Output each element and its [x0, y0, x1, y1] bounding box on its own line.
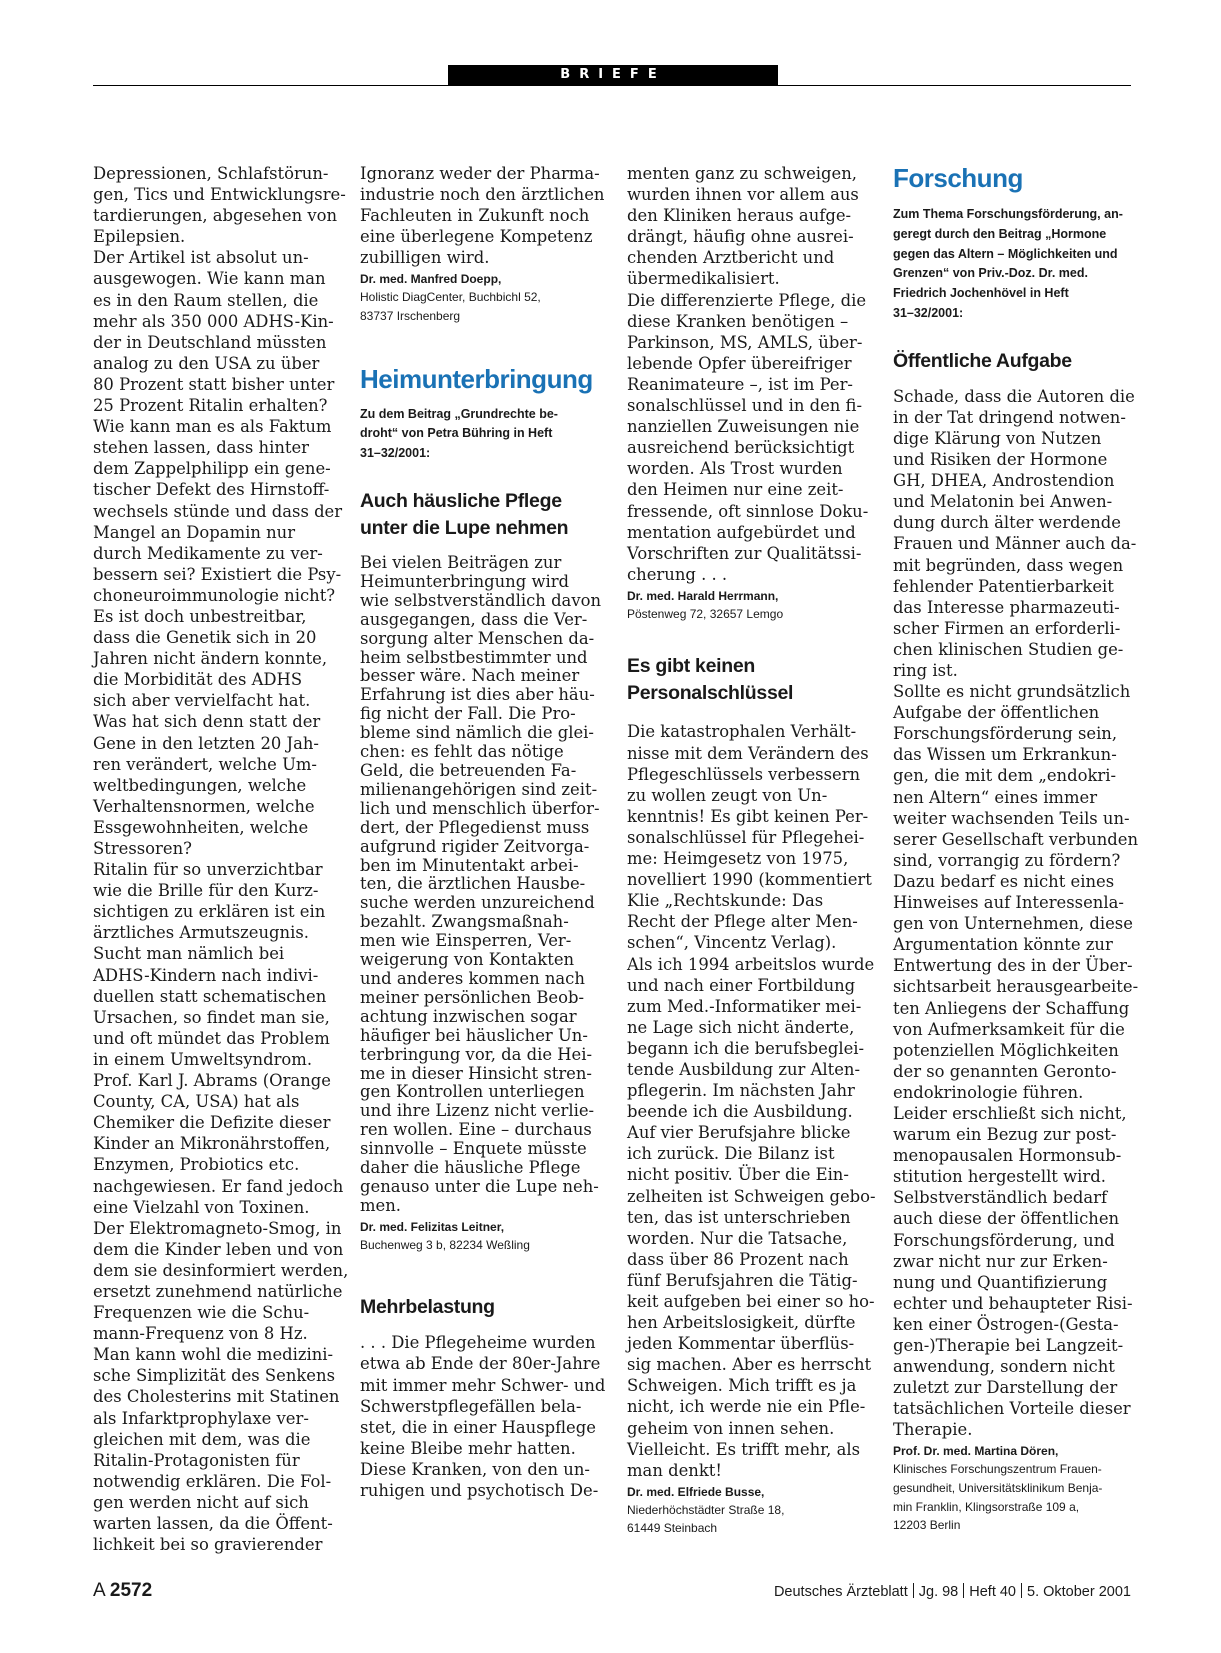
text-line: das Wissen um Erkrankun-: [893, 745, 1117, 765]
text-line: potenziellen Möglichkeiten: [893, 1040, 1119, 1060]
journal-issue: Heft 40: [969, 1584, 1016, 1600]
column-2: [360, 163, 605, 1501]
text-line: man denkt!: [627, 1460, 722, 1480]
text-line: wurden ihnen vor allem aus: [627, 185, 859, 205]
text-line: zubilligen wird.: [360, 248, 490, 268]
text-line: endokrinologie führen.: [893, 1082, 1084, 1102]
text-line: men wie Einsperren, Ver-: [360, 931, 572, 951]
text-line: Holistic DiagCenter, Buchbichl 52,: [360, 290, 541, 305]
text-line: den Kliniken heraus aufge-: [627, 206, 852, 226]
text-line: Mehrbelastung: [360, 1296, 495, 1319]
text-line: des Cholesterins mit Statinen: [93, 1387, 340, 1407]
text-line: Dazu bedarf es nicht eines: [893, 871, 1115, 891]
letter-body: [627, 721, 876, 1480]
text-line: gesundheit, Universitätsklinikum Benja-: [893, 1481, 1103, 1496]
text-line: Klie „Rechtskunde: Das: [627, 891, 824, 911]
text-line: ich zurück. Die Bilanz ist: [627, 1144, 835, 1164]
text-line: Essgewohnheiten, welche: [93, 817, 309, 837]
text-line: worden. Nur die Tatsache,: [627, 1228, 848, 1248]
header-rule: [93, 85, 1131, 86]
text-line: ken einer Östrogen-(Gesta-: [893, 1314, 1119, 1334]
text-line: nicht, ich werde nie ein Pfle-: [627, 1397, 866, 1417]
text-line: gen-)Therapie bei Langzeit-: [893, 1336, 1124, 1355]
text-line: Ignoranz weder der Pharma-: [360, 164, 600, 183]
text-line: von Aufmerksamkeit für die: [893, 1019, 1125, 1039]
text-line: dass über 86 Prozent nach: [627, 1249, 849, 1269]
text-line: industrie noch den ärztlichen: [360, 185, 605, 205]
text-line: mentation aufgebürdet und: [627, 522, 856, 542]
text-line: tardierungen, abgesehen von: [93, 206, 338, 226]
text-line: zum Med.-Informatiker mei-: [627, 996, 862, 1016]
text-line: mann-Frequenz von 8 Hz.: [93, 1324, 308, 1344]
text-line: ten Anliegens der Schaffung: [893, 998, 1130, 1018]
text-line: mit begründen, dass wegen: [893, 555, 1124, 575]
text-line: Forschungsförderung sein,: [893, 724, 1118, 744]
text-line: sche Simplizität des Senkens: [93, 1366, 335, 1386]
text-line: gen werden nicht auf sich: [93, 1492, 309, 1512]
text-line: dige Klärung von Nutzen: [893, 428, 1102, 448]
text-line: Argumentation könnte zur: [893, 935, 1113, 955]
text-line: ben im Minutentakt arbei-: [360, 855, 579, 875]
text-line: aufgrund rigider Zeitvorga-: [360, 836, 590, 856]
text-line: gleichen mit dem, was die: [93, 1429, 311, 1449]
text-line: Prof. Karl J. Abrams (Orange: [93, 1071, 331, 1091]
letter-headline: [893, 348, 1138, 375]
text-line: ausreichend berücksichtigt: [627, 438, 855, 458]
text-line: Parkinson, MS, AMLS, über-: [627, 332, 863, 352]
text-line: und Risiken der Hormone: [893, 450, 1108, 470]
topic-intro: [893, 205, 1138, 324]
text-line: Die differenzierte Pflege, die: [627, 290, 867, 310]
text-line: Sollte es nicht grundsätzlich: [893, 682, 1131, 702]
text-line: eine überlegene Kompetenz: [360, 227, 593, 247]
text-line: Es ist doch unbestreitbar,: [93, 606, 307, 626]
text-line: drängt, häufig ohne ausrei-: [627, 227, 854, 247]
text-line: cherung . . .: [627, 564, 728, 584]
text-line: Buchenweg 3 b, 82234 Weßling: [360, 1237, 530, 1252]
text-line: Aufgabe der öffentlichen: [893, 703, 1100, 723]
text-line: ren verändert, welche Um-: [93, 754, 317, 774]
text-line: tischer Defekt des Hirnstoff-: [93, 480, 330, 500]
text-line: droht“ von Petra Bühring in Heft: [360, 426, 553, 441]
text-line: min Franklin, Klingsorstraße 109 a,: [893, 1499, 1080, 1514]
text-line: Leider erschließt sich nicht,: [893, 1103, 1127, 1123]
letter-body: [93, 163, 349, 1555]
text-line: notwendig erklären. Die Fol-: [93, 1471, 332, 1491]
text-line: dem die Kinder leben und von: [93, 1239, 344, 1259]
text-line: fünf Berufsjahren die Tätig-: [627, 1270, 858, 1290]
journal-volume: Jg. 98: [918, 1584, 959, 1600]
text-line: kenntnis! Es gibt keinen Per-: [627, 806, 869, 826]
text-line: als Infarktprophylaxe ver-: [93, 1408, 309, 1428]
text-line: stet, die in einer Hauspflege: [360, 1417, 596, 1437]
text-line: Diese Kranken, von den un-: [360, 1459, 590, 1479]
text-line: sonalschlüssel und in den fi-: [627, 396, 863, 416]
text-line: keine Bleibe mehr hatten.: [360, 1438, 576, 1458]
text-line: ten, die ärztlichen Hausbe-: [360, 874, 586, 894]
text-line: Pflegeschlüssels verbessern: [627, 764, 861, 784]
text-line: Auf vier Berufsjahre blicke: [627, 1123, 851, 1143]
text-line: Reanimateure –, ist im Per-: [627, 374, 853, 394]
text-line: men.: [360, 1195, 402, 1215]
text-line: lich und menschlich überfor-: [360, 798, 600, 818]
text-line: warten lassen, da die Öffent-: [93, 1514, 333, 1533]
text-line: Chemiker die Defizite dieser: [93, 1113, 331, 1133]
text-line: Heimunterbringung wird: [360, 571, 570, 591]
text-line: lebende Opfer übereifriger: [627, 353, 852, 373]
text-line: mehr als 350 000 ADHS-Kin-: [93, 311, 334, 331]
text-line: ten, das ist unterschrieben: [627, 1207, 851, 1227]
page-number: [93, 1580, 152, 1602]
text-line: das Interesse pharmazeuti-: [893, 597, 1120, 617]
author-address: [627, 1501, 872, 1538]
text-line: scher Firmen an erforderli-: [893, 618, 1121, 638]
text-line: keit aufgeben bei einer so ho-: [627, 1292, 875, 1311]
journal-footer: [774, 1583, 1131, 1600]
text-line: 12203 Berlin: [893, 1518, 961, 1533]
text-line: gen, die mit dem „endokri-: [893, 766, 1116, 786]
text-line: die Morbidität des ADHS: [93, 670, 303, 690]
text-line: es in den Raum stellen, die: [93, 290, 319, 310]
text-line: Ursachen, so findet man sie,: [93, 1007, 330, 1027]
text-line: Friedrich Jochenhövel in Heft: [893, 286, 1069, 301]
text-line: chenden Arztbericht und: [627, 248, 835, 268]
text-line: stehen lassen, dass hinter: [93, 438, 310, 458]
text-line: nung und Quantifizierung: [893, 1272, 1108, 1292]
text-line: Es gibt keinen: [627, 655, 755, 678]
text-line: und Melatonin bei Anwen-: [893, 492, 1113, 512]
text-line: zwar nicht nur zur Erken-: [893, 1251, 1108, 1271]
author-address: [893, 1460, 1138, 1534]
text-line: Schweigen. Mich trifft es ja: [627, 1376, 857, 1396]
text-line: geregt durch den Beitrag „Hormone: [893, 226, 1107, 241]
text-line: beende ich die Ausbildung.: [627, 1102, 853, 1122]
column-3: [627, 163, 876, 1538]
text-line: Niederhöchstädter Straße 18,: [627, 1502, 785, 1517]
text-line: sonalschlüssel für Pflegehei-: [627, 827, 865, 847]
topic-intro: [360, 405, 605, 464]
text-line: chen klinischen Studien ge-: [893, 639, 1124, 659]
text-line: weltbedingungen, welche: [93, 775, 307, 795]
text-line: sichtigen zu erklären ist ein: [93, 902, 326, 922]
text-line: bessern sei? Existiert die Psy-: [93, 564, 342, 584]
text-line: der so genannten Geronto-: [893, 1061, 1117, 1081]
text-line: jeden Kommentar überflüs-: [627, 1334, 855, 1354]
text-line: durch Medikamente zu ver-: [93, 543, 323, 563]
text-line: sichtsarbeit herausgearbeite-: [893, 977, 1139, 997]
text-line: Geld, die betreuenden Fa-: [360, 761, 577, 781]
text-line: häufiger bei häuslicher Un-: [360, 1025, 588, 1045]
text-line: duellen statt schematischen: [93, 986, 327, 1006]
text-line: ärztliches Armutszeugnis.: [93, 923, 309, 943]
text-line: ersetzt zunehmend natürliche: [93, 1281, 343, 1301]
text-line: nachgewiesen. Er fand jedoch: [93, 1176, 344, 1196]
text-line: suche werden unzureichend: [360, 893, 595, 913]
text-line: Jahren nicht ändern konnte,: [93, 649, 328, 669]
text-line: dert, der Pflegedienst muss: [360, 817, 590, 837]
text-line: diese Kranken benötigen –: [627, 311, 849, 331]
text-line: genauso unter die Lupe neh-: [360, 1176, 599, 1196]
text-line: sig machen. Aber es herrscht: [627, 1355, 872, 1375]
text-line: Bei vielen Beiträgen zur: [360, 553, 562, 573]
text-line: zuletzt zur Darstellung der: [893, 1378, 1118, 1398]
text-line: ring ist.: [893, 661, 958, 680]
text-line: Kinder an Mikronährstoffen,: [93, 1134, 331, 1154]
text-line: serer Gesellschaft verbunden: [893, 829, 1139, 849]
text-line: 31–32/2001:: [893, 305, 964, 320]
text-line: dem Zappelphilipp ein gene-: [93, 459, 331, 479]
text-line: Gene in den letzten 20 Jah-: [93, 733, 319, 753]
letter-body: [627, 163, 872, 585]
text-line: auch diese der öffentlichen: [893, 1209, 1120, 1229]
text-line: Selbstverständlich bedarf: [893, 1188, 1108, 1208]
text-line: Der Elektromagneto-Smog, in: [93, 1218, 342, 1238]
text-line: heim selbstbestimmter und: [360, 647, 588, 667]
text-line: 80 Prozent statt bisher unter: [93, 374, 335, 394]
text-line: lichkeit bei so gravierender: [93, 1535, 323, 1555]
text-line: ren wollen. Eine – durchaus: [360, 1120, 592, 1140]
topic-title: Forschung: [893, 163, 1023, 193]
text-line: ADHS-Kindern nach indivi-: [93, 965, 319, 985]
text-line: Epilepsien.: [93, 227, 186, 247]
text-line: choneuroimmunologie nicht?: [93, 585, 336, 605]
text-line: stitution hergestellt wird.: [893, 1167, 1106, 1187]
letter-headline: [360, 1294, 605, 1321]
text-line: Erfahrung ist dies aber häu-: [360, 685, 595, 705]
author-address: [360, 1236, 605, 1255]
text-line: Depressionen, Schlafstörun-: [93, 164, 329, 183]
text-line: Recht der Pflege alter Men-: [627, 912, 858, 932]
text-line: Fachleuten in Zukunft noch: [360, 206, 590, 226]
text-line: nanziellen Zuweisungen nie: [627, 417, 860, 437]
letter-body: [360, 1332, 605, 1501]
letter-author: Dr. med. Felizitas Leitner,: [360, 1219, 505, 1234]
text-line: Sucht man nämlich bei: [93, 944, 285, 964]
text-line: tende Ausbildung zur Alten-: [627, 1059, 861, 1079]
text-line: nicht positiv. Über die Ein-: [627, 1165, 849, 1185]
text-line: Vielleicht. Es trifft mehr, als: [627, 1439, 861, 1459]
text-line: nisse mit dem Verändern des: [627, 743, 869, 763]
text-line: ruhigen und psychotisch De-: [360, 1481, 599, 1501]
text-line: begann ich die berufsbeglei-: [627, 1038, 865, 1058]
text-line: Grenzen“ von Priv.-Doz. Dr. med.: [893, 266, 1088, 281]
text-line: und nach einer Fortbildung: [627, 975, 856, 995]
text-line: Enzymen, Probiotics etc.: [93, 1155, 300, 1175]
text-line: Öffentliche Aufgabe: [893, 349, 1072, 372]
text-line: weiter wachsenden Teils un-: [893, 808, 1130, 828]
text-line: etwa ab Ende der 80er-Jahre: [360, 1354, 601, 1374]
text-line: Frauen und Männer auch da-: [893, 534, 1137, 554]
section-tag: BRIEFE: [448, 65, 778, 85]
text-line: ausgewogen. Wie kann man: [93, 269, 326, 289]
text-line: me: Heimgesetz von 1975,: [627, 849, 849, 869]
text-line: pflegerin. Im nächsten Jahr: [627, 1081, 855, 1101]
journal-name: Deutsches Ärzteblatt: [773, 1584, 908, 1600]
text-line: Stressoren?: [93, 839, 192, 858]
text-line: daher die häusliche Pflege: [360, 1158, 581, 1178]
text-line: me in dieser Hinsicht stren-: [360, 1063, 592, 1083]
text-line: Entwertung des in der Über-: [893, 956, 1133, 976]
text-line: Schwerstpflegefällen bela-: [360, 1396, 582, 1416]
text-line: dung durch älter werdende: [893, 513, 1121, 533]
text-line: sorgung alter Menschen da-: [360, 628, 595, 648]
text-line: zu wollen zeugt von Un-: [627, 785, 828, 805]
text-line: sich aber vervielfacht hat.: [93, 691, 311, 711]
text-line: in einem Umweltsyndrom.: [93, 1049, 313, 1069]
text-line: wie selbstverständlich davon: [360, 590, 602, 610]
text-line: sinnvolle – Enquete müsste: [360, 1139, 587, 1159]
letter-author: Dr. med. Manfred Doepp,: [360, 272, 502, 287]
text-line: gegen das Altern – Möglichkeiten und: [893, 246, 1118, 261]
text-line: besser wäre. Nach meiner: [360, 666, 580, 686]
text-line: schen“, Vincentz Verlag).: [627, 933, 837, 953]
text-line: . . . Die Pflegeheime wurden: [360, 1333, 596, 1353]
text-line: 83737 Irschenberg: [360, 309, 461, 324]
letter-author: Dr. med. Elfriede Busse,: [627, 1484, 765, 1499]
text-line: sind, vorrangig zu fördern?: [893, 850, 1121, 870]
letter-headline: [627, 653, 872, 707]
topic-title: Heimunterbringung: [360, 363, 593, 394]
text-line: Vorschriften zur Qualitätssi-: [627, 543, 862, 563]
text-line: wechsels stünde und dass der: [93, 501, 343, 521]
text-line: Schade, dass die Autoren die: [893, 386, 1135, 406]
text-line: anwendung, sondern nicht: [893, 1357, 1115, 1377]
text-line: Als ich 1994 arbeitslos wurde: [627, 954, 875, 974]
text-line: bezahlt. Zwangsmaßnah-: [360, 912, 569, 932]
text-line: bleme sind nämlich die glei-: [360, 723, 594, 743]
text-line: übermedikalisiert.: [627, 269, 780, 289]
text-line: worden. Als Trost wurden: [627, 459, 843, 479]
text-line: 31–32/2001:: [360, 446, 431, 461]
letter-author: Dr. med. Harald Herrmann,: [627, 588, 779, 603]
text-line: gen Kontrollen unterliegen: [360, 1082, 585, 1102]
letter-body: [360, 163, 605, 268]
text-line: echter und behaupteter Risi-: [893, 1293, 1133, 1313]
text-line: County, CA, USA) hat als: [93, 1092, 300, 1112]
text-line: fehlender Patentierbarkeit: [893, 576, 1114, 596]
text-line: Pöstenweg 72, 32657 Lemgo: [627, 606, 784, 621]
text-line: Man kann wohl die medizini-: [93, 1345, 334, 1365]
letter-body: [893, 386, 1138, 1441]
journal-date: 5. Oktober 2001: [1027, 1584, 1131, 1600]
text-line: ausgegangen, dass die Ver-: [360, 609, 588, 629]
column-4: [893, 163, 1138, 1535]
text-line: mit immer mehr Schwer- und: [360, 1375, 606, 1395]
text-line: Zum Thema Forschungsförderung, an-: [893, 207, 1123, 221]
text-line: Wie kann man es als Faktum: [93, 417, 332, 437]
text-line: 25 Prozent Ritalin erhalten?: [93, 396, 328, 416]
text-line: 61449 Steinbach: [627, 1521, 718, 1536]
text-line: Was hat sich denn statt der: [93, 712, 321, 732]
text-line: Forschungsförderung, und: [893, 1230, 1115, 1250]
text-line: zelheiten ist Schweigen gebo-: [627, 1186, 876, 1206]
text-line: Ritalin-Protagonisten für: [93, 1450, 300, 1470]
text-line: eine Vielzahl von Toxinen.: [93, 1197, 310, 1217]
text-line: Klinisches Forschungszentrum Frauen-: [893, 1462, 1102, 1477]
text-line: Ritalin für so unverzichtbar: [93, 860, 323, 880]
text-line: ne Lage sich nicht änderte,: [627, 1017, 855, 1037]
text-line: menten ganz zu schweigen,: [627, 164, 857, 183]
text-line: milienangehörigen sind zeit-: [360, 779, 598, 799]
page-prefix: A: [93, 1580, 105, 1601]
text-line: Personalschlüssel: [627, 682, 794, 705]
text-line: hen Arbeitslosigkeit, dürfte: [627, 1313, 856, 1333]
text-line: unter die Lupe nehmen: [360, 517, 569, 540]
text-line: und oft mündet das Problem: [93, 1028, 330, 1048]
text-line: Auch häusliche Pflege: [360, 490, 562, 513]
text-line: weigerung von Kontakten: [360, 950, 575, 970]
letter-headline: [360, 488, 605, 542]
text-line: fig nicht der Fall. Die Pro-: [360, 704, 576, 724]
text-line: Therapie.: [893, 1420, 973, 1440]
page-number-value: 2572: [109, 1580, 153, 1601]
text-line: chen: es fehlt das nötige: [360, 742, 564, 762]
column-1: [93, 163, 349, 1555]
text-line: novelliert 1990 (kommentiert: [627, 870, 872, 890]
text-line: geheim von innen sehen.: [627, 1418, 835, 1438]
text-line: GH, DHEA, Androstendion: [893, 471, 1115, 491]
text-line: gen, Tics und Entwicklungsre-: [93, 185, 346, 205]
text-line: und ihre Lizenz nicht verlie-: [360, 1101, 595, 1121]
text-line: Frequenzen wie die Schu-: [93, 1303, 310, 1323]
text-line: menopausalen Hormonsub-: [893, 1146, 1122, 1166]
text-line: meiner persönlichen Beob-: [360, 987, 584, 1007]
text-line: nen Altern“ eines immer: [893, 787, 1098, 807]
text-line: gen von Unternehmen, diese: [893, 914, 1133, 934]
text-line: tatsächlichen Vorteile dieser: [893, 1399, 1131, 1419]
text-line: den Heimen nur eine zeit-: [627, 480, 844, 500]
letter-author: Prof. Dr. med. Martina Dören,: [893, 1444, 1059, 1459]
text-line: dass die Genetik sich in 20: [93, 628, 317, 648]
text-line: Der Artikel ist absolut un-: [93, 248, 309, 268]
text-line: Verhaltensnormen, welche: [93, 796, 315, 816]
text-line: Die katastrophalen Verhält-: [627, 722, 857, 742]
text-line: warum ein Bezug zur post-: [893, 1125, 1117, 1145]
author-address: [627, 605, 872, 624]
text-line: der in Deutschland müssten: [93, 332, 327, 352]
text-line: und anderes kommen nach: [360, 968, 585, 988]
text-line: Mangel an Dopamin nur: [93, 522, 296, 542]
text-line: analog zu den USA zu über: [93, 353, 320, 373]
text-line: dem sie desinformiert werden,: [93, 1260, 349, 1280]
text-line: Zu dem Beitrag „Grundrechte be-: [360, 406, 558, 421]
text-line: wie die Brille für den Kurz-: [93, 881, 319, 901]
author-address: [360, 288, 605, 325]
text-line: terbringung vor, da die Hei-: [360, 1044, 593, 1064]
text-line: fressende, oft sinnlose Doku-: [627, 501, 869, 521]
text-line: Hinweises auf Interessenla-: [893, 893, 1124, 913]
text-line: in der Tat dringend notwen-: [893, 407, 1126, 427]
text-line: achtung inzwischen sogar: [360, 1006, 577, 1026]
letter-body: [360, 554, 605, 1216]
